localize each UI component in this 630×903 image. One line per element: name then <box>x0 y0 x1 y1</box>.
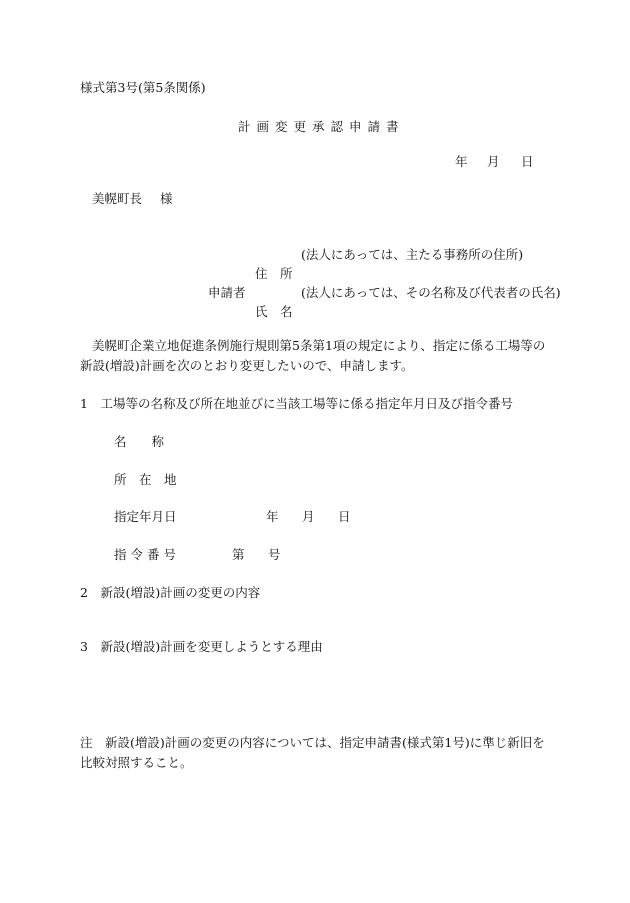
section-3-heading: 3 新設(増設)計画を変更しようとする理由 <box>80 639 323 654</box>
applicant-name-note: (法人にあっては、その名称及び代表者の氏名) <box>301 285 561 300</box>
addressee-honorific: 様 <box>160 191 173 206</box>
section-1-heading: 1 工場等の名称及び所在地並びに当該工場等に係る指定年月日及び指令番号 <box>80 396 513 411</box>
designation-month-label: 月 <box>302 509 315 524</box>
applicant-label: 申請者 <box>208 285 246 300</box>
designation-year-label: 年 <box>266 509 279 524</box>
applicant-address-label: 住 所 <box>255 266 293 281</box>
order-suffix: 号 <box>268 547 281 562</box>
applicant-address-note: (法人にあっては、主たる事務所の住所) <box>301 247 524 262</box>
applicant-name-label: 氏 名 <box>255 304 293 319</box>
field-order-number-label: 指令番号 <box>114 547 181 562</box>
document-title: 計画変更承認申請書 <box>238 119 405 134</box>
order-prefix: 第 <box>232 547 245 562</box>
field-name-label: 名 称 <box>114 434 165 449</box>
field-designation-date-label: 指定年月日 <box>114 509 177 524</box>
date-day-label: 日 <box>521 154 534 169</box>
field-location-label: 所 在 地 <box>114 472 177 487</box>
date-year-label: 年 <box>455 154 468 169</box>
section-2-heading: 2 新設(増設)計画の変更の内容 <box>80 585 261 600</box>
footnote: 注 新設(増設)計画の変更の内容については、指定申請書(様式第1号)に準じ新旧を比較対照すること。 <box>80 735 545 770</box>
body-paragraph: 美幌町企業立地促進条例施行規則第5条第1項の規定により、指定に係る工場等の新設(増設)計画を次のとおり変更したいので、申請します。 <box>80 338 546 373</box>
designation-day-label: 日 <box>338 509 351 524</box>
form-number: 様式第3号(第5条関係) <box>80 80 206 95</box>
addressee-name: 美幌町長 <box>92 191 143 206</box>
date-month-label: 月 <box>487 154 500 169</box>
